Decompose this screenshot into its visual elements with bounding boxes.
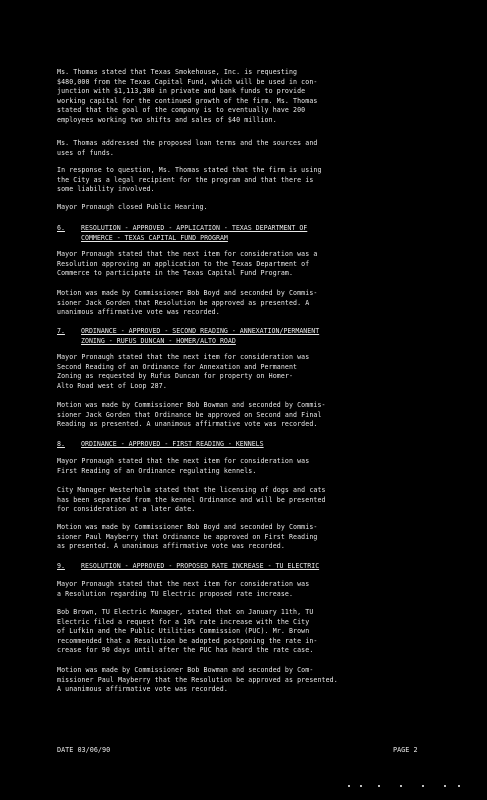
footer-page-number: PAGE 2 [393, 746, 418, 754]
paragraph-public-hearing-closed: Mayor Pronaugh closed Public Hearing. [57, 203, 208, 211]
paragraph-motion-resolution-9: Motion was made by Commissioner Bob Bowman and seconded by Com- missioner Paul Mayberry that the Resolution be approved as presented. A unanimous affirmative vote was recorded. [57, 666, 338, 694]
paragraph-legal-recipient: In response to question, Ms. Thomas stated that the firm is using the City as a legal recipient for the program and that there is some liability involved. [57, 166, 322, 194]
scan-speck [348, 785, 350, 787]
paragraph-motion-resolution-6: Motion was made by Commissioner Bob Boyd and seconded by Commis- sioner Jack Gorden that Resolution be approved as presented. A unanimous affirmative vote was recorded. [57, 289, 318, 317]
paragraph-motion-ordinance-8: Motion was made by Commissioner Bob Boyd and seconded by Commis- sioner Paul Mayberry that Ordinance be approved on First Reading as presented. A unanimous affirmative vote was recorded. [57, 523, 318, 551]
section-heading-6 [57, 224, 437, 243]
section-title-continuation: COMMERCE - TEXAS CAPITAL FUND PROGRAM [81, 233, 228, 242]
paragraph-kennels-item: Mayor Pronaugh stated that the next item for consideration was First Reading of an Ordinance regulating kennels. [57, 457, 310, 475]
section-heading-9 [57, 562, 437, 572]
footer-date: DATE 03/06/90 [57, 746, 111, 754]
paragraph-texas-capital-fund-item: Mayor Pronaugh stated that the next item for consideration was a Resolution approving an application to the Texas Department of Commerce to participate in the Texas Capital Fund Program. [57, 250, 318, 278]
paragraph-motion-ordinance-7: Motion was made by Commissioner Bob Bowman and seconded by Commis- sioner Jack Gorden that Ordinance be approved on Second and Final Reading as presented. A unanimous affirmative vote was recorded. [57, 401, 326, 429]
section-number: 6. [57, 224, 65, 232]
section-number: 8. [57, 440, 65, 448]
section-title: RESOLUTION - APPROVED - PROPOSED RATE INCREASE - TU ELECTRIC [81, 562, 320, 570]
section-number: 7. [57, 327, 65, 335]
paragraph-loan-terms: Ms. Thomas addressed the proposed loan terms and the sources and uses of funds. [57, 139, 318, 157]
section-title: ORDINANCE - APPROVED - FIRST READING - KENNELS [81, 440, 264, 448]
scan-speck [444, 785, 446, 787]
section-heading-8 [57, 440, 437, 450]
scan-speck [360, 785, 362, 787]
paragraph-licensing-dogs-cats: City Manager Westerholm stated that the licensing of dogs and cats has been separated from the kennel Ordinance and will be presented for consideration at a later date. [57, 486, 326, 514]
section-title: ORDINANCE - APPROVED - SECOND READING - ANNEXATION/PERMANENT [81, 327, 320, 335]
scan-speck [458, 785, 460, 787]
section-title-continuation: ZONING - RUFUS DUNCAN - HOMER/ALTO ROAD [81, 336, 236, 345]
section-number: 9. [57, 562, 65, 570]
paragraph-tu-electric-item: Mayor Pronaugh stated that the next item for consideration was a Resolution regarding TU Electric proposed rate increase. [57, 580, 310, 598]
scan-noise [340, 783, 470, 789]
scan-speck [378, 785, 380, 787]
paragraph-annexation-item: Mayor Pronaugh stated that the next item for consideration was Second Reading of an Ordinance for Annexation and Permanent Zoning as requested by Rufus Duncan for property on Homer- Alto Road west of Loop 287. [57, 353, 310, 390]
section-title: RESOLUTION - APPROVED - APPLICATION - TEXAS DEPARTMENT OF [81, 224, 308, 232]
paragraph-bob-brown-statement: Bob Brown, TU Electric Manager, stated that on January 11th, TU Electric filed a request for a 10% rate increase with the City of Lufkin and the Public Utilities Commission (PUC). Mr. Brown recommended that a Resolution be adopted postponing the rate in- crease for 90 days until after the PUC has heard the rate case. [57, 608, 318, 655]
section-heading-7 [57, 327, 437, 346]
scan-speck [422, 785, 424, 787]
paragraph-texas-smokehouse-request: Ms. Thomas stated that Texas Smokehouse, Inc. is requesting $480,000 from the Texas Capital Fund, which will be used in con- junction with $1,113,300 in private and bank funds to provide working capital for the continued growth of the firm. Ms. Thomas stated that the goal of the company is to eventually have 200 employees working two shifts and sales of $40 million. [57, 68, 318, 124]
scan-speck [400, 785, 402, 787]
